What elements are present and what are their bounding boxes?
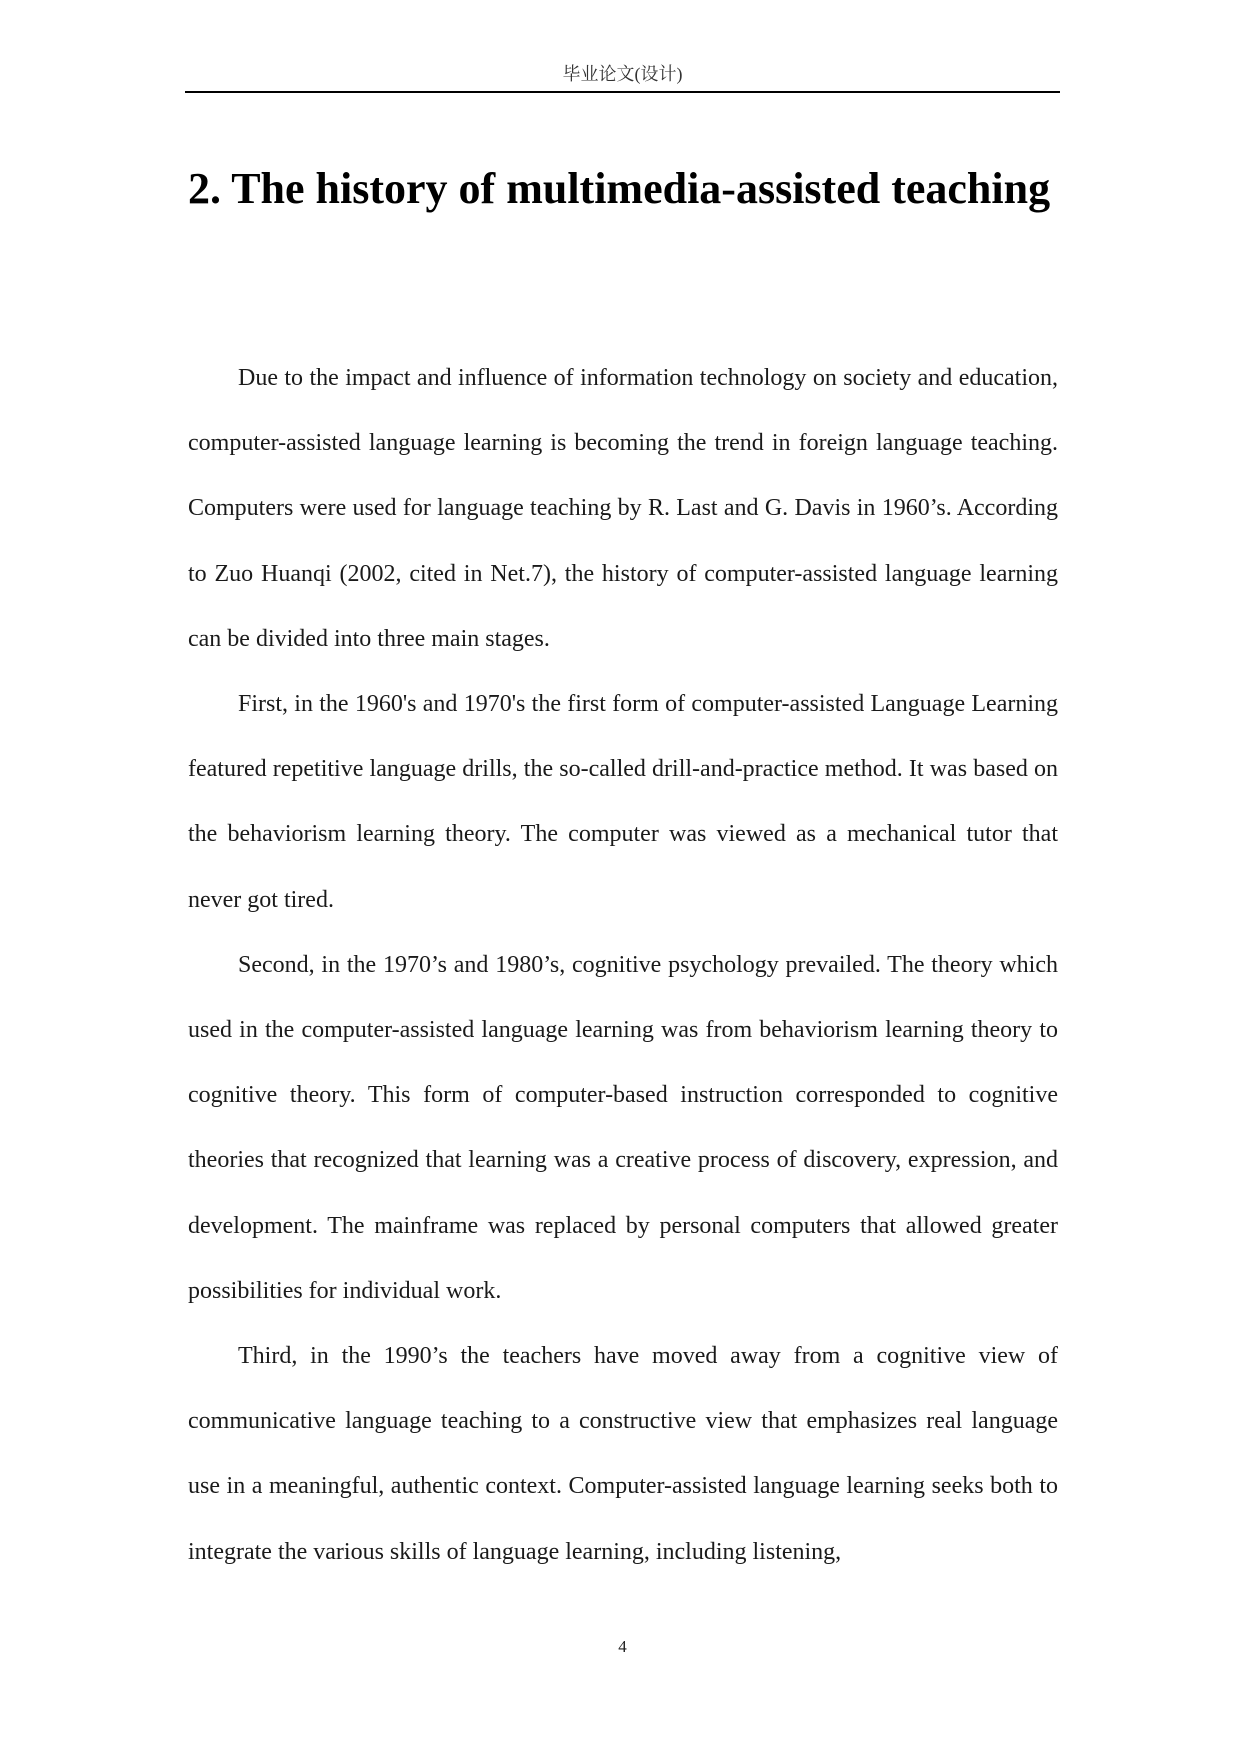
page-number: 4: [618, 1637, 627, 1656]
body-text: [188, 346, 1058, 1585]
chapter-title: 2. The history of multimedia-assisted teaching: [188, 164, 1051, 213]
paragraph-third-stage: Third, in the 1990’s the teachers have moved away from a cognitive view of communicative language teaching to a constructive view that emphasizes real language use in a meaningful, authentic context. Computer-assisted language learning seeks both to integrate the various skills of language learning, including listening,: [188, 1343, 1058, 1565]
page-header: 毕业论文(设计): [562, 64, 683, 84]
paragraph-intro: Due to the impact and influence of information technology on society and education, computer-assisted language learning is becoming the trend in foreign language teaching. Computers were used for language teaching by R. Last and G. Davis in 1960’s. According to Zuo Huanqi (2002, cited in Net.7), the history of computer-assisted language learning can be divided into three main stages.: [188, 365, 1058, 652]
paragraph-second-stage: Second, in the 1970’s and 1980’s, cognitive psychology prevailed. The theory which used in the computer-assisted language learning was from behaviorism learning theory to cognitive theory. This form of computer-based instruction corresponded to cognitive theories that recognized that learning was a creative process of discovery, expression, and development. The mainframe was replaced by personal computers that allowed greater possibilities for individual work.: [188, 951, 1058, 1304]
header-rule: [185, 91, 1060, 93]
paragraph-first-stage: First, in the 1960's and 1970's the first form of computer-assisted Language Learning featured repetitive language drills, the so-called drill-and-practice method. It was based on the behaviorism learning theory. The computer was viewed as a mechanical tutor that never got tired.: [188, 691, 1058, 913]
